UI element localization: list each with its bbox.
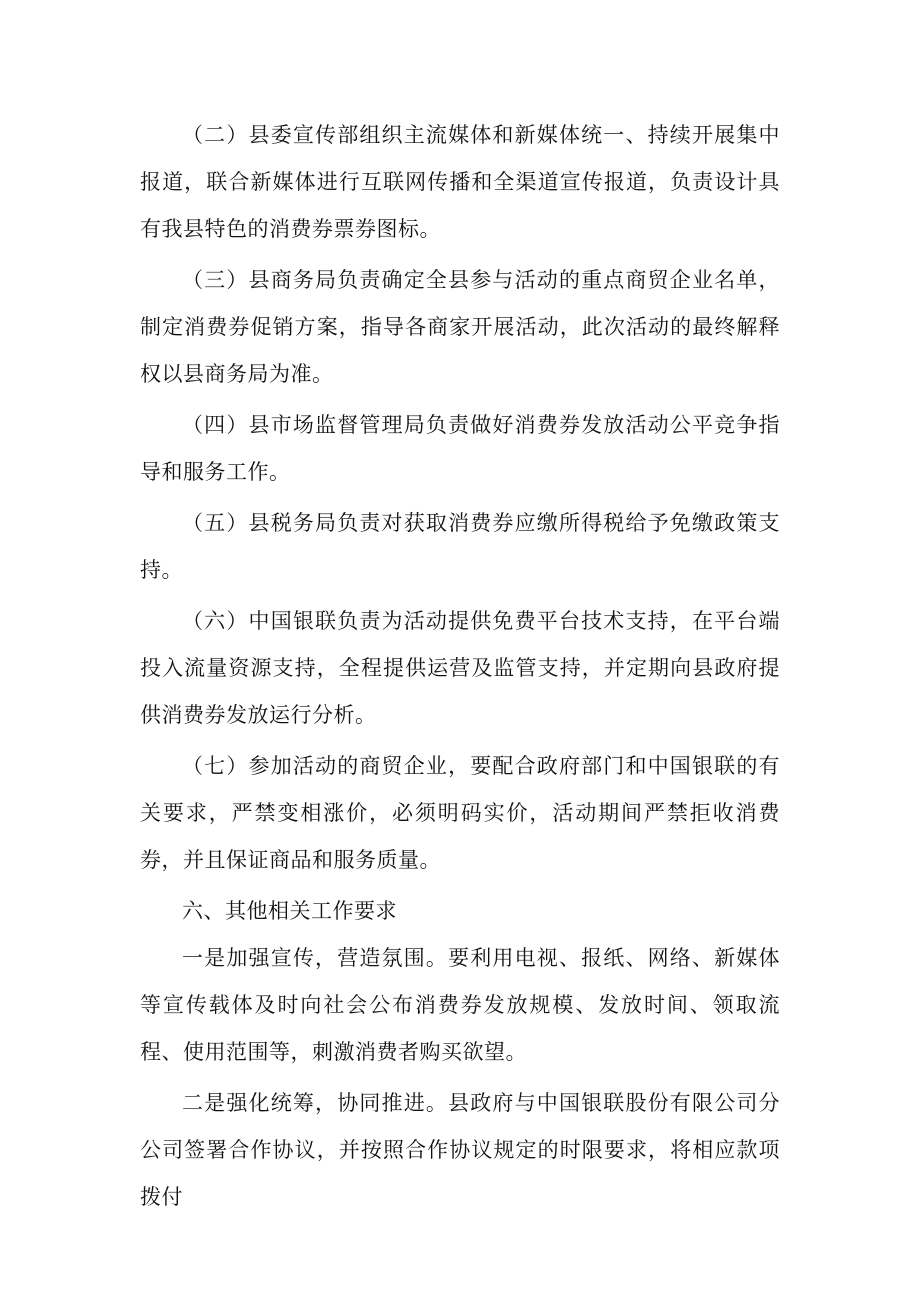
paragraph-market-supervision: （四）县市场监督管理局负责做好消费券发放活动公平竞争指导和服务工作。 — [140, 413, 780, 484]
paragraph-unionpay: （六）中国银联负责为活动提供免费平台技术支持，在平台端投入流量资源支持，全程提供运营及监管支持，并定期向县政府提供消费券发放运行分析。 — [140, 609, 780, 727]
paragraph-publicity-dept: （二）县委宣传部组织主流媒体和新媒体统一、持续开展集中报道，联合新媒体进行互联网传播和全渠道宣传报道，负责设计具有我县特色的消费券票券图标。 — [140, 123, 780, 241]
paragraph-coordination: 二是强化统筹，协同推进。县政府与中国银联股份有限公司分公司签署合作协议，并按照合作协议规定的时限要求，将相应款项拨付 — [140, 1091, 780, 1209]
document-body — [140, 112, 780, 1221]
paragraph-commerce-bureau: （三）县商务局负责确定全县参与活动的重点商贸企业名单，制定消费券促销方案，指导各商家开展活动，此次活动的最终解释权以县商务局为准。 — [140, 268, 780, 386]
paragraph-enterprises: （七）参加活动的商贸企业，要配合政府部门和中国银联的有关要求，严禁变相涨价，必须明码实价，活动期间严禁拒收消费券，并且保证商品和服务质量。 — [140, 754, 780, 872]
paragraph-publicity-atmosphere: 一是加强宣传，营造氛围。要利用电视、报纸、网络、新媒体等宣传载体及时向社会公布消费券发放规模、发放时间、领取流程、使用范围等，刺激消费者购买欲望。 — [140, 946, 780, 1064]
paragraph-tax-bureau: （五）县税务局负责对获取消费券应缴所得税给予免缴政策支持。 — [140, 511, 780, 582]
section-heading-other-requirements: 六、其他相关工作要求 — [182, 899, 397, 923]
